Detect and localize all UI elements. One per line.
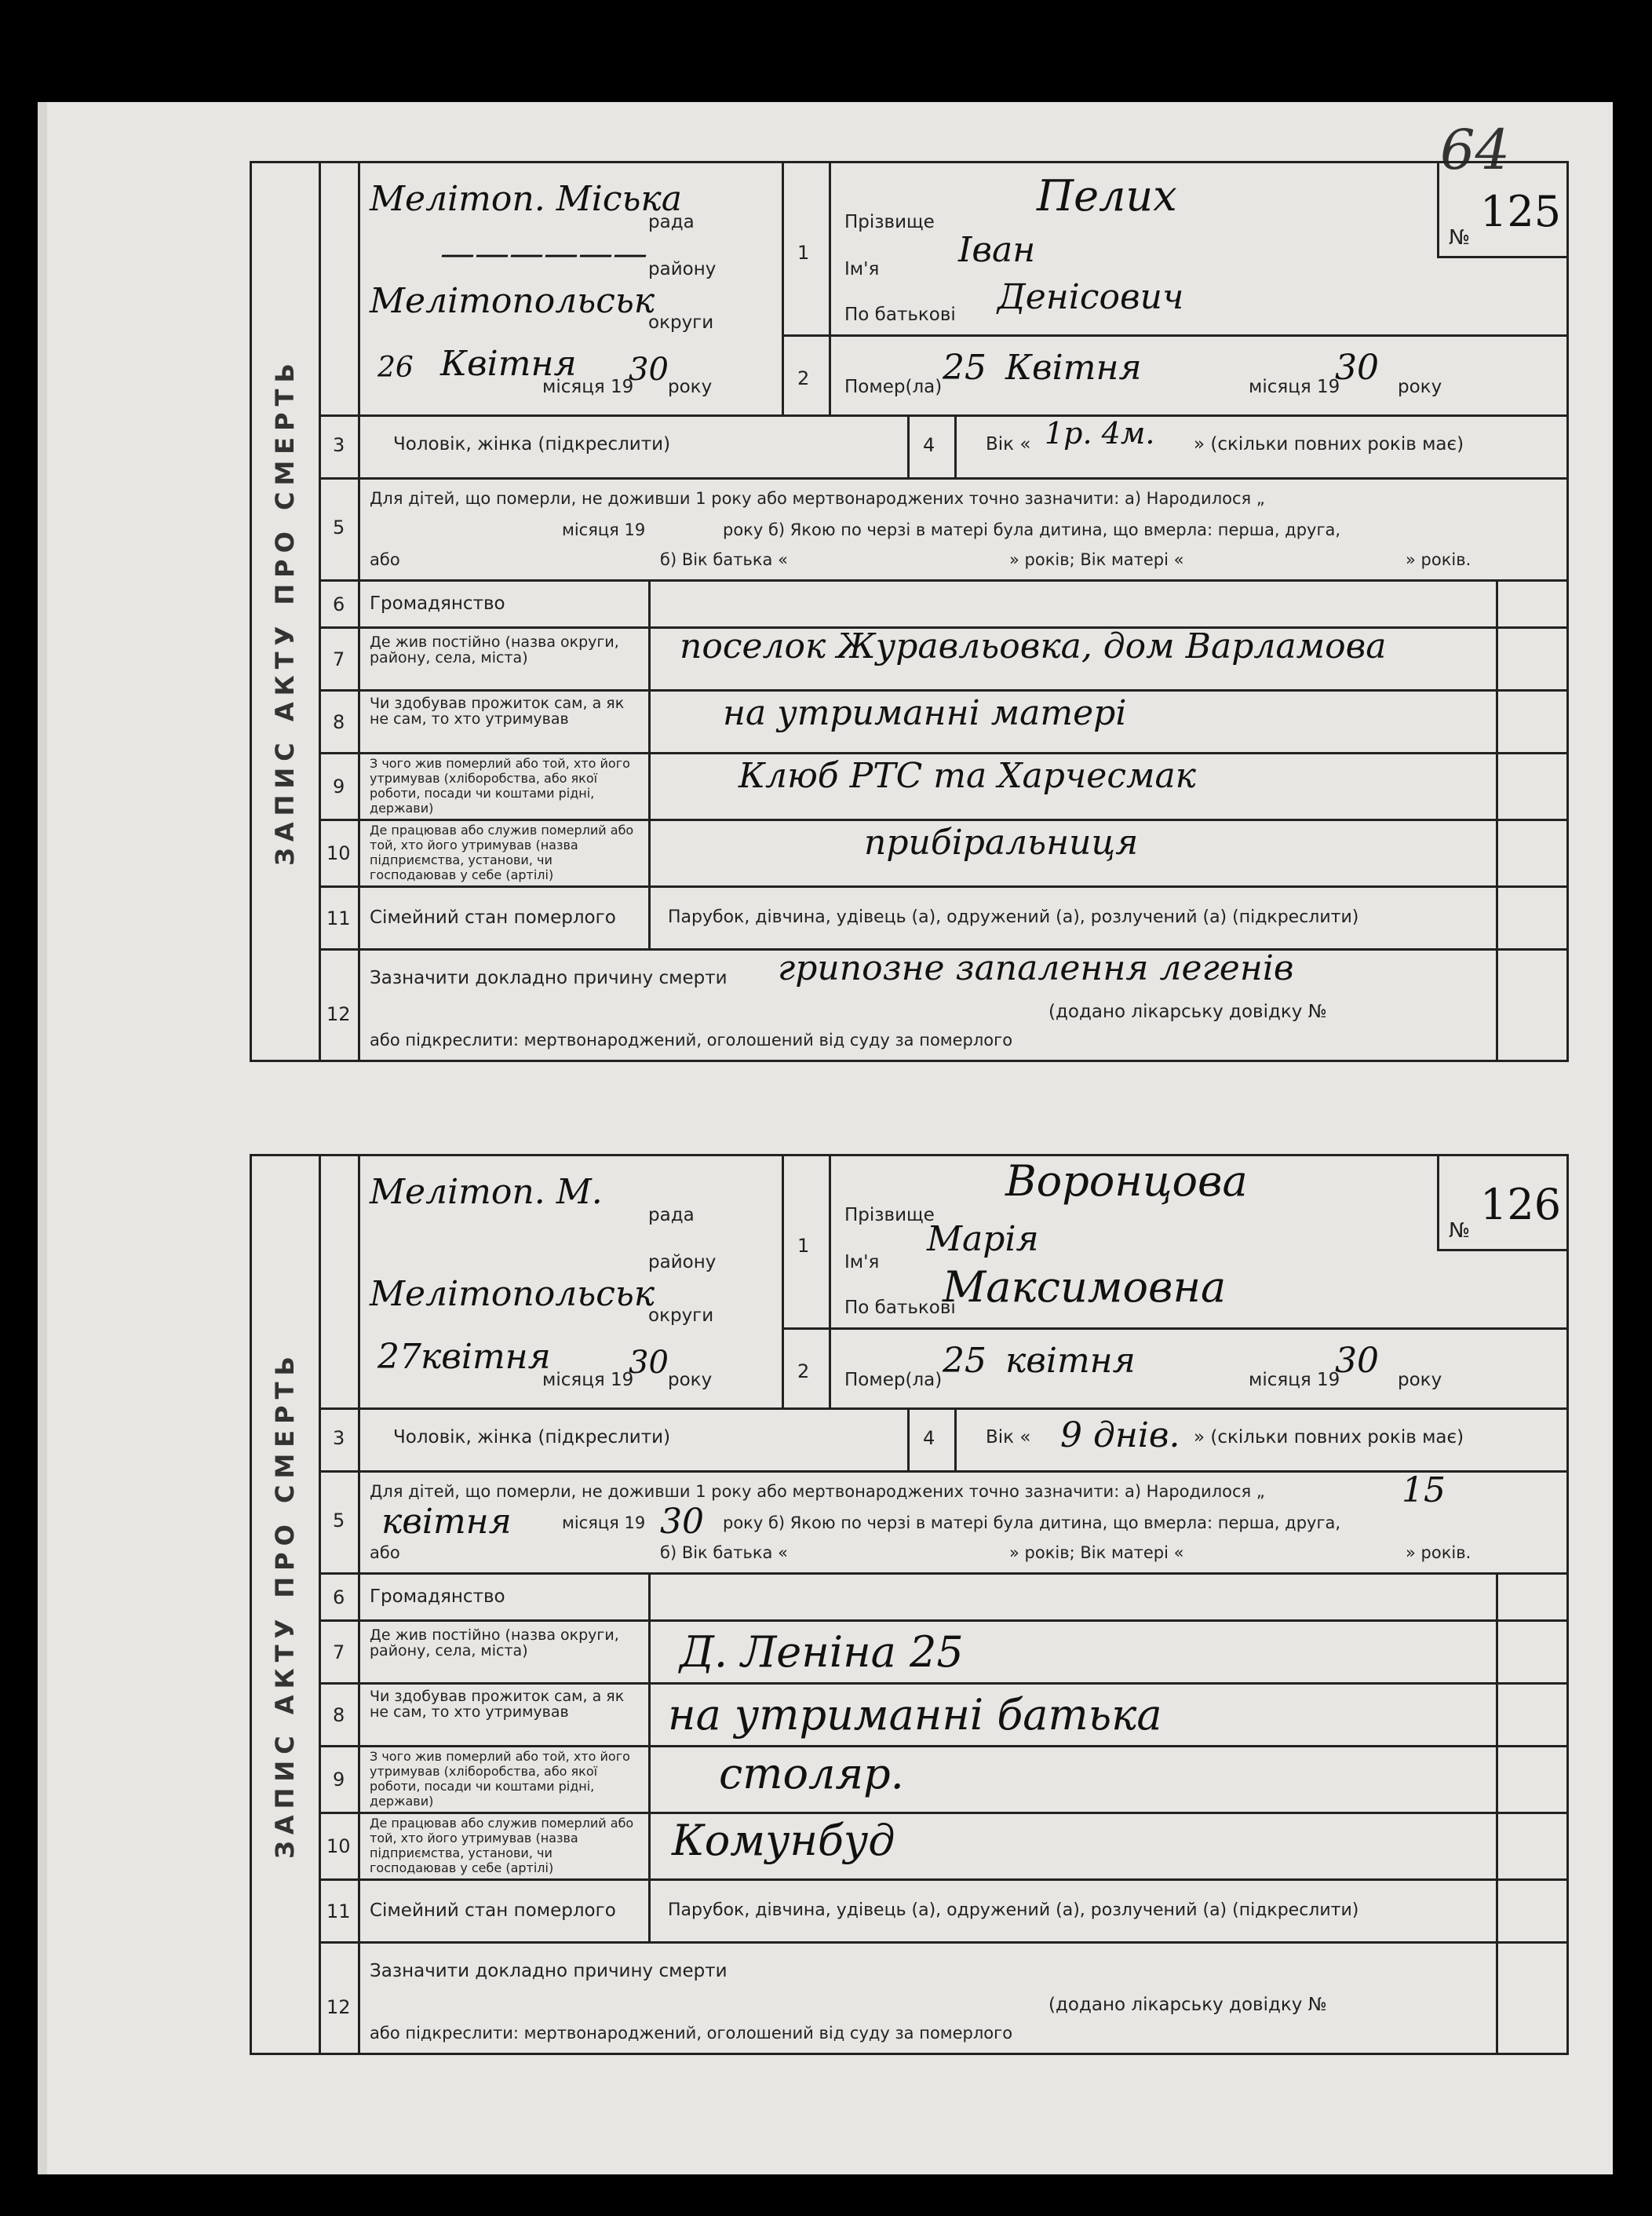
death-year-label: року bbox=[1398, 377, 1442, 397]
record-number: 126 bbox=[1480, 1180, 1562, 1229]
support-label: Чи здобував прожиток сам, а як не сам, то хто утримував bbox=[370, 1688, 625, 1721]
rada-label: рада bbox=[648, 1205, 695, 1225]
patronymic-label: По батькові bbox=[844, 305, 956, 325]
means-label: З чого жив померлий або той, хто його утримував (хліборобства, або якої роботи, посади чи коштами рідні, держави) bbox=[370, 756, 630, 816]
okrug-label: округи bbox=[648, 312, 714, 333]
reg-month: квітня bbox=[421, 1337, 551, 1377]
citizenship-label: Громадянство bbox=[370, 593, 505, 614]
reg-year: 30 bbox=[629, 352, 669, 388]
name-label: Ім'я bbox=[844, 259, 880, 279]
residence-value: поселок Журавльовка, дом Варламова bbox=[680, 626, 1387, 666]
work-value: прибіральниця bbox=[864, 823, 1139, 863]
children-line-3c: » років; Вік матері « bbox=[1009, 1543, 1184, 1562]
sex-options: Чоловік, жінка (підкреслити) bbox=[393, 1427, 671, 1448]
death-month-label: місяця 19 bbox=[1249, 377, 1340, 397]
side-title: ЗАПИС АКТУ ПРО СМЕРТЬ bbox=[270, 1350, 300, 1859]
age-value: 9 днів. bbox=[1060, 1415, 1180, 1455]
age-label: Вік « bbox=[986, 1427, 1031, 1448]
work-label: Де працював або служив померлий або той, хто його утримував (назва підприємства, установи, чи господаював у себе (артілі) bbox=[370, 1816, 634, 1875]
age-tail: » (скільки повних років має) bbox=[1194, 1427, 1464, 1448]
citizenship-label: Громадянство bbox=[370, 1586, 505, 1607]
number-label: № bbox=[1449, 226, 1471, 250]
work-label: Де працював або служив померлий або той, хто його утримував (назва підприємства, установи, чи господаював у себе (артілі) bbox=[370, 823, 634, 882]
death-year: 30 bbox=[1335, 1341, 1379, 1381]
death-year-label: року bbox=[1398, 1370, 1442, 1390]
name-label: Ім'я bbox=[844, 1252, 880, 1272]
raion-label: району bbox=[648, 1252, 717, 1272]
born-year: 30 bbox=[660, 1502, 704, 1542]
stillborn-note: або підкреслити: мертвонароджений, оголошений від суду за померлого bbox=[370, 1031, 1013, 1050]
means-value: Клюб РТС та Харчесмак bbox=[738, 756, 1196, 796]
side-title: ЗАПИС АКТУ ПРО СМЕРТЬ bbox=[270, 357, 300, 866]
okrug-value: Мелітопольськ bbox=[370, 281, 655, 321]
rada-label: рада bbox=[648, 212, 695, 232]
death-record-form-2: ЗАПИС АКТУ ПРО СМЕРТЬ Мелітоп. М. рада району Мелітопольськ округи 27 квітня місяця 19 30 року 1 Прізвище Воронцова Ім'я Марія По батькові Максимовна № 126 2 Помер(ла) 25 квітня місяця 19 30 року 3 Чоловік, жінка (підкреслити) 4 Вік « 9 днів. » (скільки повних років має) 5 Для дітей, що померли, не доживши 1 року або мертвонароджених точно зазначити: а) Народилося „ 15 квітня місяця 19 30 року б) Якою по черзі в матері була дитина, що вмерла: перша, друга, або б) Вік батька « » років; Вік матері « » років. 6 Громадянство 7 Де жив постійно (назва округи, району, села, міста) Д. Леніна 25 8 Чи здобував прожиток сам, а як не сам, то хто утримував на утриманні батька 9 З чого жив померлий або той, хто його утримував (хліборобства, або якої роботи, посади чи коштами рідні, держави) столяр. 10 Де працював або служив померлий або той, хто його утримував (назва підприємства, установи, чи господаював у себе (артілі) Комунбуд 11 Сімейний стан померлого Парубок, дівчина, удівець (а), одружений (а), розлучений (а) (підкреслити) 12 Зазначити докладно причину смерти (додано лікарську довідку № або підкреслити: мертвонароджений, оголошений від суду за померлого bbox=[250, 1154, 1569, 2055]
children-line-3b: б) Вік батька « bbox=[660, 550, 788, 569]
cause-label: Зазначити докладно причину смерти bbox=[370, 968, 728, 988]
reg-year-label: року bbox=[668, 377, 713, 397]
cause-certificate: (додано лікарську довідку № bbox=[1048, 1002, 1327, 1022]
cause-value: грипозне запалення легенів bbox=[778, 948, 1294, 988]
death-month: Квітня bbox=[1005, 348, 1142, 388]
children-line-3: або bbox=[370, 550, 400, 569]
sex-options: Чоловік, жінка (підкреслити) bbox=[393, 434, 671, 455]
born-month: квітня bbox=[381, 1502, 512, 1542]
residence-value: Д. Леніна 25 bbox=[680, 1627, 964, 1677]
age-label: Вік « bbox=[986, 434, 1031, 455]
children-line-2: місяця 19 bbox=[562, 1513, 646, 1532]
age-value: 1р. 4м. bbox=[1045, 416, 1155, 451]
rada-value: Мелітоп. Міська bbox=[370, 179, 682, 219]
page-number: 64 bbox=[1440, 118, 1511, 182]
work-value: Комунбуд bbox=[672, 1816, 895, 1865]
surname-value: Пелих bbox=[1037, 171, 1177, 221]
okrug-label: округи bbox=[648, 1305, 714, 1326]
record-number: 125 bbox=[1480, 187, 1562, 236]
patronymic-label: По батькові bbox=[844, 1298, 956, 1318]
cause-certificate: (додано лікарську довідку № bbox=[1048, 1995, 1327, 2015]
number-label: № bbox=[1449, 1219, 1471, 1243]
death-record-form-1: ЗАПИС АКТУ ПРО СМЕРТЬ Мелітоп. Міська рада —————— району Мелітопольськ округи 26 Квітня місяця 19 30 року 1 Прізвище Пелих Ім'я Іван По батькові Денісович № 125 2 Помер(ла) 25 Квітня місяця 19 30 року 3 Чоловік, жінка (підкреслити) 4 Вік « 1р. 4м. » (скільки повних років має) 5 Для дітей, що померли, не доживши 1 року або мертвонароджених точно зазначити: а) Народилося „ місяця 19 року б) Якою по черзі в матері була дитина, що вмерла: перша, друга, або б) Вік батька « » років; Вік матері « » років. 6 Громадянство 7 Де жив постійно (назва округи, району, села, міста) поселок Журавльовка, дом Варламова 8 Чи здобував прожиток сам, а як не сам, то хто утримував на утриманні матері 9 З чого жив померлий або той, хто його утримував (хліборобства, або якої роботи, посади чи коштами рідні, держави) Клюб РТС та Харчесмак 10 Де працював або служив померлий або той, хто його утримував (назва підприємства, установи, чи господаював у себе (артілі) прибіральниця 11 Сімейний стан померлого Парубок, дівчина, удівець (а), одружений (а), розлучений (а) (підкреслити) 12 Зазначити докладно причину смерти грипозне запалення легенів (додано лікарську довідку № або підкреслити: мертвонароджений, оголошений від суду за померлого bbox=[250, 161, 1569, 1062]
name-value: Іван bbox=[958, 230, 1036, 270]
children-line-3b: б) Вік батька « bbox=[660, 1543, 788, 1562]
death-year: 30 bbox=[1335, 348, 1379, 388]
marital-options: Парубок, дівчина, удівець (а), одружений (а), розлучений (а) (підкреслити) bbox=[668, 907, 1359, 927]
reg-day: 26 bbox=[377, 352, 414, 384]
children-line-3c: » років; Вік матері « bbox=[1009, 550, 1184, 569]
reg-month-label: місяця 19 bbox=[542, 377, 634, 397]
death-label: Помер(ла) bbox=[844, 1370, 943, 1390]
means-value: столяр. bbox=[719, 1749, 904, 1798]
raion-label: району bbox=[648, 259, 717, 279]
death-day: 25 bbox=[943, 1341, 986, 1381]
children-line-2b: року б) Якою по черзі в матері була дитина, що вмерла: перша, друга, bbox=[723, 520, 1341, 539]
death-month-label: місяця 19 bbox=[1249, 1370, 1340, 1390]
children-line-3: або bbox=[370, 1543, 400, 1562]
death-day: 25 bbox=[943, 348, 986, 388]
age-tail: » (скільки повних років має) bbox=[1194, 434, 1464, 455]
side-title-panel bbox=[252, 1156, 321, 2053]
reg-month: Квітня bbox=[440, 344, 577, 384]
residence-label: Де жив постійно (назва округи, району, села, міста) bbox=[370, 1626, 619, 1659]
children-line-1: Для дітей, що померли, не доживши 1 року або мертвонароджених точно зазначити: а) Народилося „ bbox=[370, 1482, 1265, 1501]
surname-value: Воронцова bbox=[1005, 1156, 1248, 1206]
children-line-2b: року б) Якою по черзі в матері була дитина, що вмерла: перша, друга, bbox=[723, 1513, 1341, 1532]
children-line-2: місяця 19 bbox=[562, 520, 646, 539]
side-title-panel bbox=[252, 163, 321, 1060]
patronymic-value: Максимовна bbox=[943, 1262, 1227, 1312]
reg-month-label: місяця 19 bbox=[542, 1370, 634, 1390]
raion-value: —————— bbox=[440, 234, 647, 274]
born-day: 15 bbox=[1402, 1470, 1446, 1510]
patronymic-value: Денісович bbox=[997, 277, 1184, 317]
name-value: Марія bbox=[927, 1219, 1039, 1259]
support-value: на утриманні матері bbox=[723, 693, 1127, 733]
stillborn-note: або підкреслити: мертвонароджений, оголошений від суду за померлого bbox=[370, 2024, 1013, 2043]
reg-year-label: року bbox=[668, 1370, 713, 1390]
marital-label: Сімейний стан померлого bbox=[370, 1900, 616, 1921]
surname-label: Прізвище bbox=[844, 212, 935, 232]
death-month: квітня bbox=[1005, 1341, 1136, 1381]
reg-day: 27 bbox=[377, 1337, 421, 1377]
marital-label: Сімейний стан померлого bbox=[370, 907, 616, 928]
cause-label: Зазначити докладно причину смерти bbox=[370, 1961, 728, 1981]
children-line-3d: » років. bbox=[1406, 550, 1471, 569]
children-line-1: Для дітей, що померли, не доживши 1 року або мертвонароджених точно зазначити: а) Народилося „ bbox=[370, 489, 1265, 508]
rada-value: Мелітоп. М. bbox=[370, 1172, 603, 1212]
support-value: на утриманні батька bbox=[668, 1690, 1162, 1740]
residence-label: Де жив постійно (назва округи, району, села, міста) bbox=[370, 633, 619, 666]
support-label: Чи здобував прожиток сам, а як не сам, то хто утримував bbox=[370, 695, 625, 728]
death-label: Помер(ла) bbox=[844, 377, 943, 397]
children-line-3d: » років. bbox=[1406, 1543, 1471, 1562]
marital-options: Парубок, дівчина, удівець (а), одружений (а), розлучений (а) (підкреслити) bbox=[668, 1900, 1359, 1920]
surname-label: Прізвище bbox=[844, 1205, 935, 1225]
reg-year: 30 bbox=[629, 1345, 669, 1381]
okrug-value: Мелітопольськ bbox=[370, 1274, 655, 1314]
means-label: З чого жив померлий або той, хто його утримував (хліборобства, або якої роботи, посади чи коштами рідні, держави) bbox=[370, 1749, 630, 1809]
